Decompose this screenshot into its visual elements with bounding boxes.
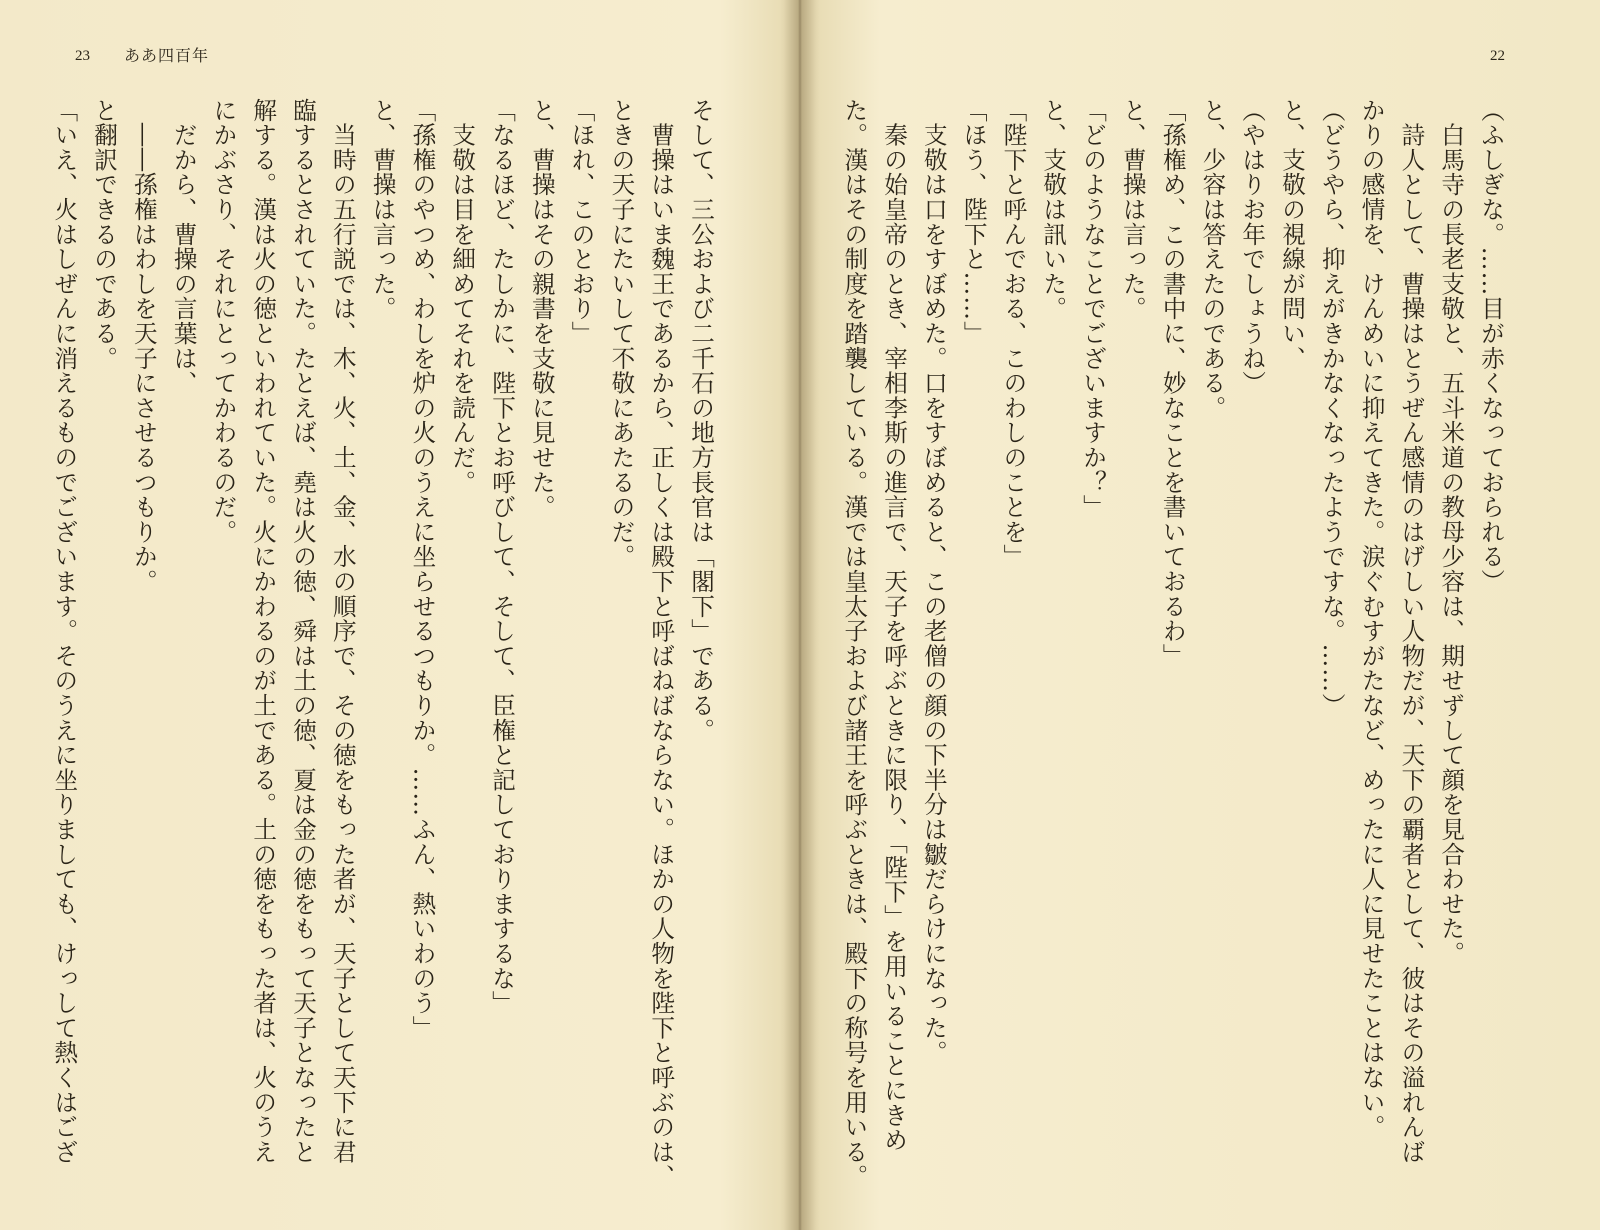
text-line: 「陛下と呼んでおる、このわしのことを」 [999,98,1028,570]
text-line: 支敬は目を細めてそれを読んだ。 [448,98,477,495]
text-line: 「孫権のやつめ、わしを炉の火のうえに坐らせるつもりか。……ふん、熱いわのう」 [408,98,437,1041]
left-page-text [50,98,720,1198]
text-line: （ふしぎな。……目が赤くなっておられる） [1477,98,1505,594]
text-line: （どうやら、抑えがきかなくなったようですな。……） [1317,98,1346,718]
text-line: と、支敬の視線が問い、 [1278,98,1307,371]
text-line: ときの天子にたいして不敬にあたるのだ。 [607,98,636,570]
text-line: 詩人として、曹操はとうぜん感情のはげしい人物だが、天下の覇者として、彼はその溢れんば [1397,98,1426,1165]
book-gutter [780,0,820,1230]
text-line: そして、三公および二千石の地方長官は「閣下」である。 [687,98,715,743]
text-line: にかぶさり、それにとってかわるのだ。 [209,98,238,545]
text-line: 秦の始皇帝のとき、宰相李斯の進言で、天子を呼ぶときに限り、「陛下」を用いることにきめ [880,98,909,1153]
running-head: ああ四百年 [124,46,210,65]
text-line: と、少容は答えたのである。 [1198,98,1227,421]
text-line: 曹操はいま魏王であるから、正しくは殿下と呼ばねばならない。ほかの人物を陛下と呼ぶのは、 [647,98,676,1190]
text-line: 白馬寺の長老支敬と、五斗米道の教母少容は、期せずして顔を見合わせた。 [1437,98,1466,966]
text-line: 「ほれ、このとおり」 [567,98,596,346]
text-line: 「なるほど、たしかに、陛下とお呼びして、そして、臣権と記しておりまするな」 [488,98,517,1016]
text-line: と、支敬は訊いた。 [1039,98,1068,322]
text-line: （やはりお年でしょうね） [1238,98,1267,396]
text-line: た。漢はその制度を踏襲している。漢では皇太子および諸王を呼ぶときは、殿下の称号を用いる。 [840,98,869,1190]
text-line: 「ほう、陛下と……」 [959,98,988,346]
text-line: と、曹操は言った。 [368,98,397,322]
text-line: 当時の五行説では、木、火、土、金、水の順序で、その徳をもった者が、天子として天下に君 [328,98,357,1165]
text-line: と、曹操はその親書を支敬に見せた。 [527,98,556,520]
text-line: かりの感情を、けんめいに抑えてきた。涙ぐむすがたなど、めったに人に見せたことはない。 [1357,98,1386,1140]
text-line: 「どのようなことでございますか？」 [1079,98,1108,520]
right-page-text [840,98,1510,1198]
left-page-number: 23 [75,48,90,64]
text-line: 臨するとされていた。たとえば、堯は火の徳、舜は土の徳、夏は金の徳をもって天子となったと [289,98,318,1165]
text-line: 解する。漢は火の徳といわれていた。火にかわるのが土である。土の徳をもった者は、火のうえ [249,98,278,1165]
text-line: 「孫権め、この書中に、妙なことを書いておるわ」 [1158,98,1187,669]
text-line: と翻訳できるのである。 [90,98,119,371]
text-line: だから、曹操の言葉は、 [169,98,198,396]
text-line: と、曹操は言った。 [1118,98,1147,322]
text-line: ――孫権はわしを天子にさせるつもりか。 [129,98,158,594]
text-line: 「いえ、火はしぜんに消えるものでございます。そのうえに坐りましても、けっして熱くはござ [50,98,79,1165]
text-line: 支敬は口をすぼめた。口をすぼめると、この老僧の顔の下半分は皺だらけになった。 [919,98,948,1066]
right-page-number: 22 [1490,48,1505,64]
